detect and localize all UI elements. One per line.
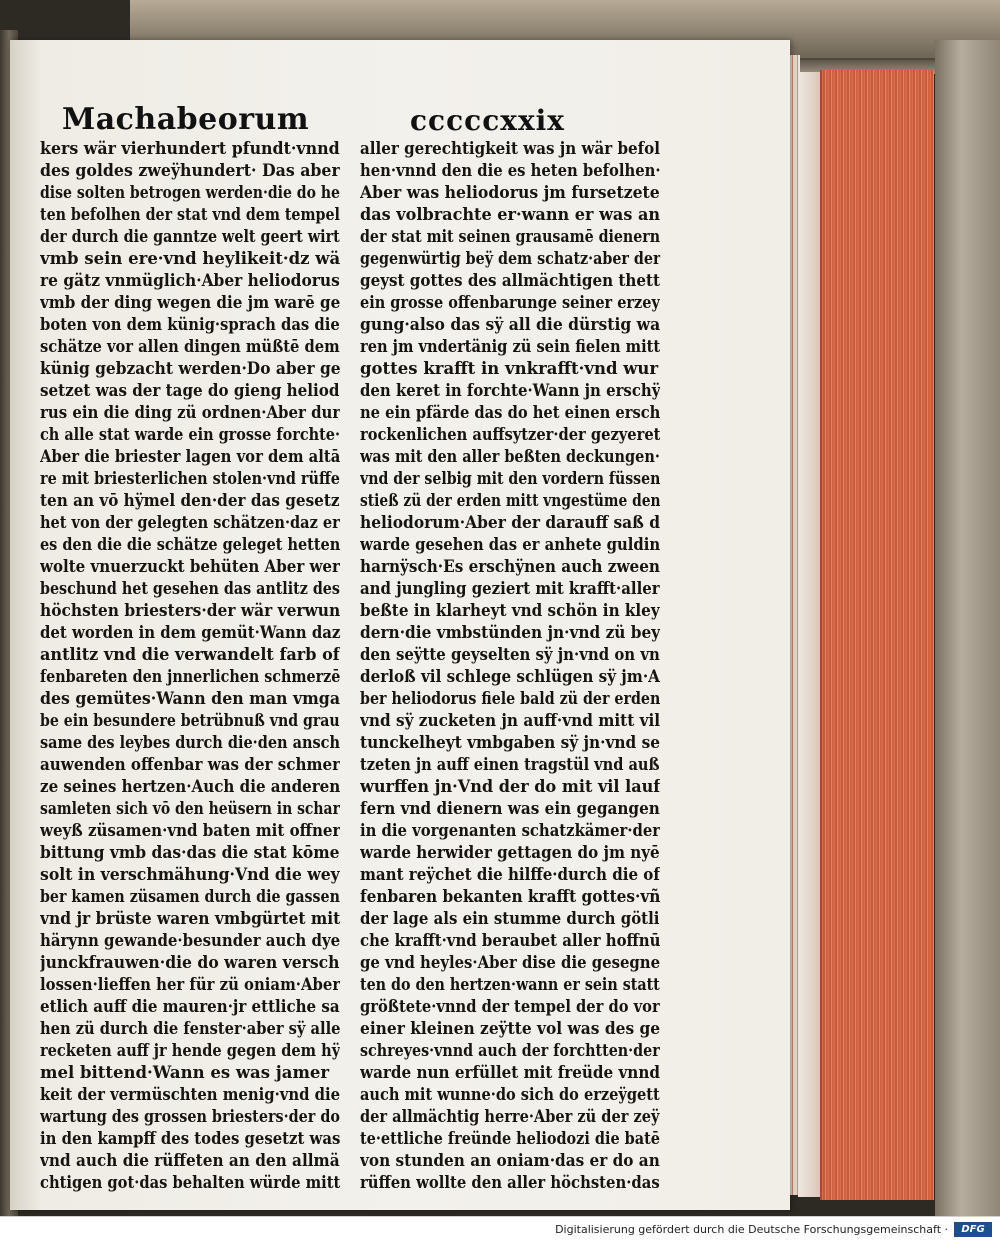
text-line: ten an vō hÿmel den·der das gesetz bbox=[40, 491, 340, 510]
text-line: einer kleinen zeÿtte vol was des ge bbox=[360, 1019, 661, 1038]
text-line: same des leybes durch die·den ansch bbox=[40, 733, 340, 752]
text-line: beßte in klarheyt vnd schön in kley bbox=[360, 601, 660, 620]
text-line: ten befolhen der stat vnd dem tempel bbox=[40, 205, 340, 224]
text-line: vnd jr brüste waren vmbgürtet mit bbox=[40, 909, 341, 928]
text-line: chtigen got·das behalten würde mitt bbox=[40, 1173, 340, 1192]
text-line: aller gerechtigkeit was jn wär befol bbox=[360, 139, 660, 158]
text-line: heliodorum·Aber der darauff saß d bbox=[360, 513, 661, 532]
text-line: der stat mit seinen grausamē dienern bbox=[360, 227, 661, 246]
text-line: ne ein pfärde das do het einen ersch bbox=[360, 403, 660, 422]
text-line: rus ein die ding zü ordnen·Aber dur bbox=[40, 403, 340, 422]
text-line: hen·vnnd den die es heten befolhen· bbox=[360, 161, 661, 180]
text-line: etlich auff die mauren·jr ettliche sa bbox=[40, 997, 340, 1016]
text-line: and jungling geziert mit krafft·aller bbox=[360, 579, 660, 598]
text-line: der durch die ganntze welt geert wirt bbox=[40, 227, 340, 246]
text-line: gottes krafft in vnkrafft·vnd wur bbox=[360, 359, 659, 378]
text-line: vnd auch die rüffeten an den allmä bbox=[40, 1151, 340, 1170]
text-line: fenbaren bekanten krafft gottes·vñ bbox=[360, 887, 661, 906]
text-line: Aber die briester lagen vor dem altā bbox=[40, 447, 340, 466]
funding-credit: Digitalisierung gefördert durch die Deutsche Forschungsgemeinschaft · bbox=[555, 1223, 948, 1236]
text-line: künig gebzacht werden·Do aber ge bbox=[40, 359, 341, 378]
text-line: wartung des grossen briesters·der do bbox=[40, 1107, 340, 1126]
text-line: samleten sich vō den heüsern in schar bbox=[40, 799, 340, 818]
text-line: det worden in dem gemüt·Wann daz bbox=[40, 623, 341, 642]
text-line: harnÿsch·Es erschÿnen auch zween bbox=[360, 557, 660, 576]
text-line: ren jm vndertänig zü sein fielen mitt bbox=[360, 337, 661, 356]
running-head: Machabeorum bbox=[62, 102, 310, 137]
text-line: des goldes zweÿhundert· Das aber bbox=[40, 161, 340, 180]
text-line: het von der gelegten schätzen·daz er bbox=[40, 513, 340, 532]
text-line: auwenden offenbar was der schmer bbox=[40, 755, 340, 774]
text-line: des gemütes·Wann den man vmga bbox=[40, 689, 340, 708]
text-line: ch alle stat warde ein grosse forchte· bbox=[40, 425, 341, 444]
text-line: dern·die vmbstünden jn·vnd zü bey bbox=[360, 623, 661, 642]
text-line: boten von dem künig·sprach das die bbox=[40, 315, 340, 334]
text-line: der lage als ein stumme durch götli bbox=[360, 909, 660, 928]
text-line: antlitz vnd die verwandelt farb of bbox=[40, 645, 340, 664]
text-line: der allmächtig herre·Aber zü der zeÿ bbox=[360, 1107, 660, 1126]
text-line: geyst gottes des allmächtigen thett bbox=[360, 271, 660, 290]
fore-edge-gap bbox=[798, 72, 822, 1197]
text-line: ber heliodorus fiele bald zü der erden bbox=[360, 689, 660, 708]
text-line: mant reÿchet die hilffe·durch die of bbox=[360, 865, 660, 884]
text-line: weyß züsamen·vnd baten mit offner bbox=[40, 821, 341, 840]
text-line: vnd der selbig mit den vordern füssen bbox=[360, 469, 661, 488]
folio-number: cccccxxix bbox=[410, 104, 565, 137]
text-line: re mit briesterlichen stolen·vnd rüffe bbox=[40, 469, 340, 488]
text-line: fenbareten den jnnerlichen schmerzē bbox=[40, 667, 340, 686]
text-line: solt in verschmähung·Vnd die wey bbox=[40, 865, 340, 884]
text-line: dise solten betrogen werden·die do he bbox=[40, 183, 340, 202]
text-line: vmb der ding wegen die jm warē ge bbox=[40, 293, 340, 312]
text-line: gung·also das sÿ all die dürstig wa bbox=[360, 315, 660, 334]
text-line: derloß vil schlege schlügen sÿ jm·A bbox=[360, 667, 660, 686]
text-line: ein grosse offenbarunge seiner erzey bbox=[360, 293, 660, 312]
text-line: es den die die schätze geleget hetten bbox=[40, 535, 341, 554]
text-line: schreyes·vnnd auch der forchtten·der bbox=[360, 1041, 660, 1060]
text-line: stieß zü der erden mitt vngestüme den bbox=[360, 491, 661, 510]
text-line: härynn gewande·besunder auch dye bbox=[40, 931, 340, 950]
text-line: mel bittend·Wann es was jamer bbox=[40, 1063, 330, 1082]
text-line: ze seines hertzen·Auch die anderen bbox=[40, 777, 341, 796]
text-line: wurffen jn·Vnd der do mit vil lauf bbox=[360, 777, 660, 796]
text-line: vmb sein ere·vnd heylikeit·dz wä bbox=[40, 249, 340, 268]
text-line: ber kamen züsamen durch die gassen bbox=[40, 887, 340, 906]
text-line: warde herwider gettagen do jm nyē bbox=[360, 843, 660, 862]
text-line: warde nun erfüllet mit freüde vnnd bbox=[360, 1063, 660, 1082]
text-line: bittung vmb das·das die stat kōme bbox=[40, 843, 340, 862]
text-line: größtete·vnnd der tempel der do vor bbox=[360, 997, 660, 1016]
text-line: das volbrachte er·wann er was an bbox=[360, 205, 660, 224]
text-line: den keret in forchte·Wann jn erschÿ bbox=[360, 381, 661, 400]
text-line: te·ettliche freünde heliodozi die batē bbox=[360, 1129, 660, 1148]
text-line: ge vnd heyles·Aber dise die gesegne bbox=[360, 953, 661, 972]
text-line: was mit den aller beßten deckungen· bbox=[360, 447, 660, 466]
text-line: be ein besundere betrübnuß vnd grau bbox=[40, 711, 340, 730]
text-line: junckfrauwen·die do waren versch bbox=[40, 953, 340, 972]
text-line: ten do den hertzen·wann er sein statt bbox=[360, 975, 660, 994]
text-line: auch mit wunne·do sich do erzeÿgett bbox=[360, 1085, 660, 1104]
text-column-left bbox=[40, 138, 340, 1194]
text-line: tzeten jn auff einen tragstül vnd auß bbox=[360, 755, 660, 774]
text-line: höchsten briesters·der wär verwun bbox=[40, 601, 341, 620]
text-line: vnd sÿ zucketen jn auff·vnd mitt vil bbox=[360, 711, 661, 730]
text-line: in den kampff des todes gesetzt was bbox=[40, 1129, 341, 1148]
text-line: beschund het gesehen das antlitz des bbox=[40, 579, 340, 598]
text-line: re gätz vnmüglich·Aber heliodorus bbox=[40, 271, 340, 290]
text-line: lossen·lieffen her für zü oniam·Aber bbox=[40, 975, 341, 994]
text-column-right bbox=[360, 138, 660, 1194]
dfg-logo: DFG bbox=[954, 1222, 992, 1237]
text-line: gegenwürtig beÿ dem schatz·aber der bbox=[360, 249, 661, 268]
text-line: kers wär vierhundert pfundt·vnnd bbox=[40, 139, 340, 158]
text-line: tunckelheyt vmbgaben sÿ jn·vnd se bbox=[360, 733, 660, 752]
text-line: keit der vermüschten menig·vnd die bbox=[40, 1085, 340, 1104]
text-line: warde gesehen das er anhete guldin bbox=[360, 535, 660, 554]
text-line: schätze vor allen dingen müßtē dem bbox=[40, 337, 340, 356]
text-line: Aber was heliodorus jm fursetzete bbox=[360, 183, 660, 202]
text-line: che krafft·vnd beraubet aller hoffnū bbox=[360, 931, 661, 950]
text-line: von stunden an oniam·das er do an bbox=[360, 1151, 660, 1170]
text-line: den seÿtte geyselten sÿ jn·vnd on vn bbox=[360, 645, 660, 664]
text-line: recketen auff jr hende gegen dem hÿ bbox=[40, 1041, 340, 1060]
text-line: fern vnd dienern was ein gegangen bbox=[360, 799, 660, 818]
text-line: in die vorgenanten schatzkämer·der bbox=[360, 821, 660, 840]
text-line: hen zü durch die fenster·aber sÿ alle bbox=[40, 1019, 341, 1038]
book-board-right bbox=[935, 40, 1000, 1216]
text-line: setzet was der tage do gieng heliod bbox=[40, 381, 340, 400]
text-line: rüffen wollte den aller höchsten·das bbox=[360, 1173, 660, 1192]
text-line: rockenlichen auffsytzer·der gezyeret bbox=[360, 425, 661, 444]
red-fore-edge bbox=[820, 70, 934, 1200]
footer-bar bbox=[0, 1216, 1000, 1243]
text-line: wolte vnuerzuckt behüten Aber wer bbox=[40, 557, 340, 576]
